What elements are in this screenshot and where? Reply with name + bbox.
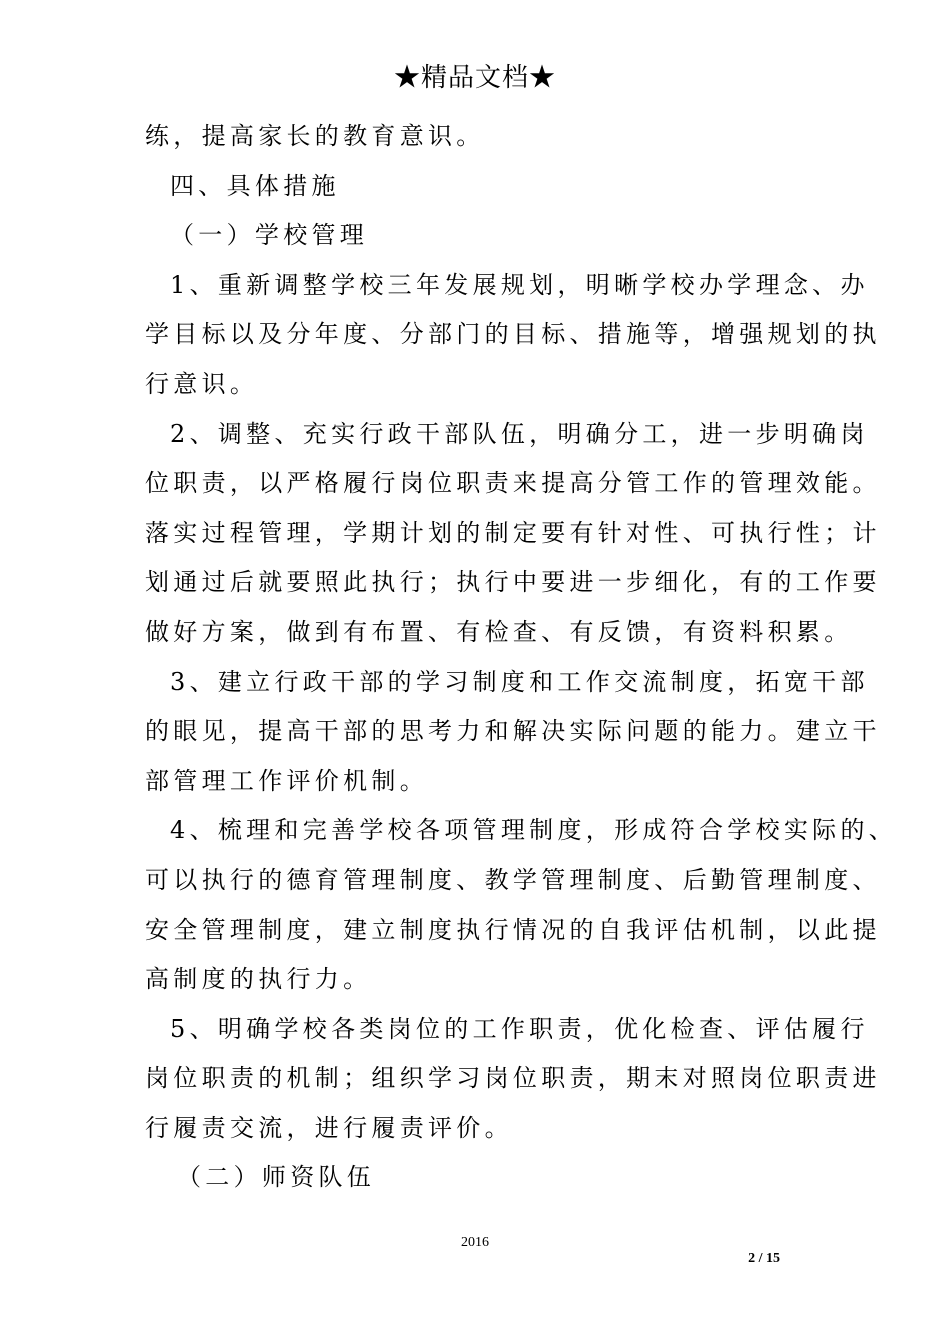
- text-line: 安全管理制度，建立制度执行情况的自我评估机制，以此提: [145, 915, 881, 944]
- text-line: 学目标以及分年度、分部门的目标、措施等，增强规划的执: [145, 320, 881, 349]
- document-body: [145, 112, 898, 1203]
- text-line: 的眼见，提高干部的思考力和解决实际问题的能力。建立干: [145, 717, 881, 746]
- text-line: 部管理工作评价机制。: [145, 766, 428, 795]
- subsection-heading: （二）师资队伍: [177, 1163, 376, 1192]
- text-line: 2、调整、充实行政干部队伍，明确分工，进一步明确岗: [170, 419, 869, 448]
- text-line: 行意识。: [145, 369, 259, 398]
- footer-year: 2016: [461, 1235, 489, 1250]
- text-line: 可以执行的德育管理制度、教学管理制度、后勤管理制度、: [145, 865, 881, 894]
- section-heading: 四、具体措施: [170, 171, 340, 200]
- text-line: 落实过程管理，学期计划的制定要有针对性、可执行性；计: [145, 518, 881, 547]
- text-line: 行履责交流，进行履责评价。: [145, 1113, 513, 1142]
- subsection-heading: （一）学校管理: [170, 221, 369, 250]
- text-line: 4、梳理和完善学校各项管理制度，形成符合学校实际的、: [170, 816, 898, 845]
- page-number: 2 / 15: [748, 1251, 780, 1266]
- text-line: 位职责，以严格履行岗位职责来提高分管工作的管理效能。: [145, 469, 881, 498]
- text-line: 练，提高家长的教育意识。: [145, 122, 485, 150]
- text-line: 岗位职责的机制；组织学习岗位职责，期末对照岗位职责进: [145, 1064, 881, 1093]
- text-line: 5、明确学校各类岗位的工作职责，优化检查、评估履行: [170, 1014, 869, 1043]
- text-line: 高制度的执行力。: [145, 965, 372, 994]
- text-line: 做好方案，做到有布置、有检查、有反馈，有资料积累。: [145, 617, 853, 646]
- text-line: 1、重新调整学校三年发展规划，明晰学校办学理念、办: [170, 270, 869, 299]
- text-line: 3、建立行政干部的学习制度和工作交流制度，拓宽干部: [170, 667, 869, 696]
- text-line: 划通过后就要照此执行；执行中要进一步细化，有的工作要: [145, 568, 881, 597]
- document-header-title: ★精品文档★: [393, 63, 556, 93]
